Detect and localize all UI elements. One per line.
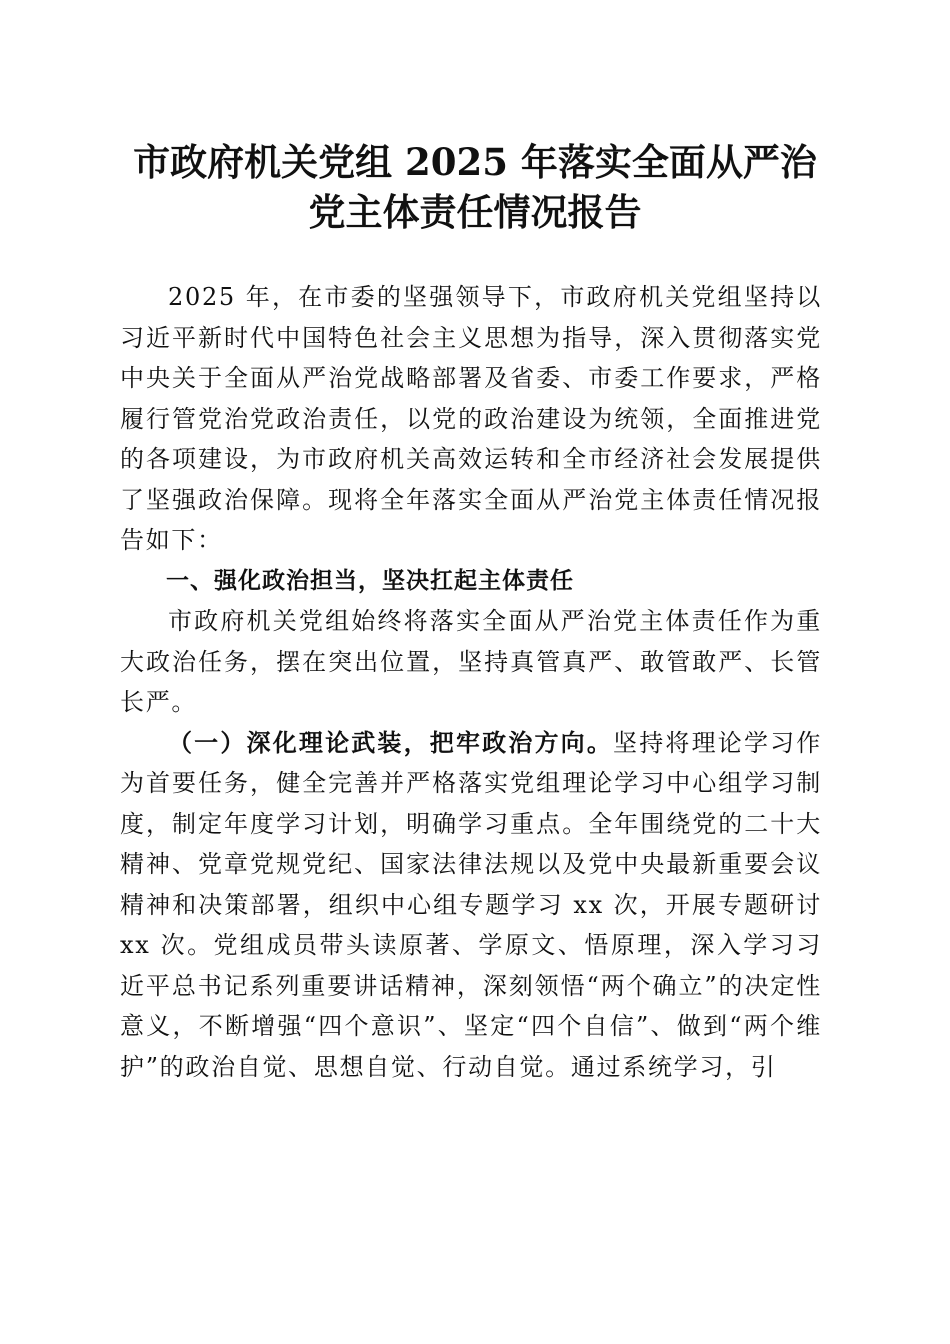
section-heading-1: 一、强化政治担当，坚决扛起主体责任 — [166, 567, 574, 594]
sub-heading-1: （一）深化理论武装，把牢政治方向。 — [168, 728, 614, 757]
sub-1-text: 坚持将理论学习作为首要任务，健全完善并严格落实党组理论学习中心组学习制度，制定年度学习计划，明确学习重点。全年围绕党的二十大精神、党章党规党纪、国家法律法规以及党中央最新重要会议精神和决策部署，组织中心组专题学习 xx 次，开展专题研讨 xx 次。党组成员带头读原著、学原文、悟原理，深入学习习近平总书记系列重要讲话精神，深刻领悟“两个确立”的决定性意义，不断增强“四个意识”、坚定“四个自信”、做到“两个维护”的政治自觉、思想自觉、行动自觉。通过系统学习，引 — [120, 728, 822, 1081]
document-body — [120, 277, 822, 1087]
section-1-intro-paragraph: 市政府机关党组始终将落实全面从严治党主体责任作为重大政治任务，摆在突出位置，坚持真管真严、敢管敢严、长管长严。 — [120, 607, 822, 716]
page-title: 市政府机关党组 2025 年落实全面从严治党主体责任情况报告 — [133, 140, 817, 234]
section-1-sub-1-paragraph — [120, 723, 822, 1088]
intro-paragraph: 2025 年，在市委的坚强领导下，市政府机关党组坚持以习近平新时代中国特色社会主义思想为指导，深入贯彻落实党中央关于全面从严治党战略部署及省委、市委工作要求，严格履行管党治党政治责任，以党的政治建设为统领，全面推进党的各项建设，为市政府机关高效运转和全市经济社会发展提供了坚强政治保障。现将全年落实全面从严治党主体责任情况报告如下： — [120, 283, 822, 554]
